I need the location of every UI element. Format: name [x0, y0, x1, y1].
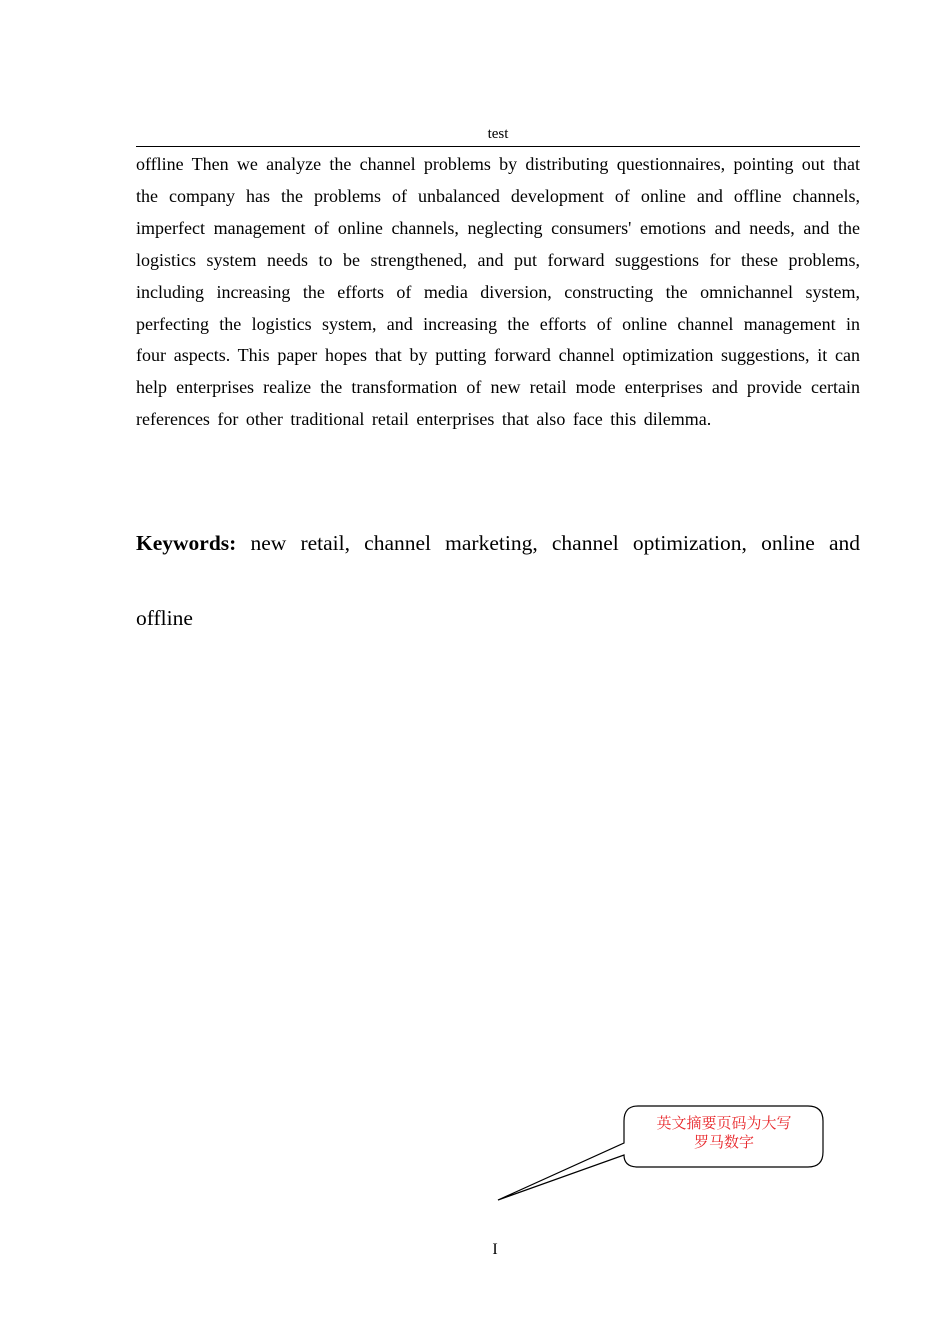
- keywords-label: Keywords:: [136, 531, 237, 555]
- header-text: test: [487, 126, 509, 142]
- keywords-text: new retail, channel marketing, channel optimization, online and offline: [136, 531, 861, 630]
- comment-callout-text: [630, 1114, 818, 1152]
- abstract-body: offline Then we analyze the channel problems by distributing questionnaires, pointing out that the company has the problems of unbalanced development of online and offline channels, imperfect management of online channels, neglecting consumers' emotions and needs, and the logistics system needs to be strengthened, and put forward suggestions for these problems, including increasing the efforts of media diversion, constructing the omnichannel system, perfecting the logistics system, and increasing the efforts of online channel management in four aspects. This paper hopes that by putting forward channel optimization suggestions, it can help enterprises realize the transformation of new retail mode enterprises and provide certain references for other traditional retail enterprises that also face this dilemma.: [136, 154, 860, 430]
- page-header: [136, 124, 860, 147]
- callout-line-1: 英文摘要页码为大写: [656, 1114, 792, 1132]
- callout-line-2: 罗马数字: [693, 1133, 754, 1151]
- page-number: I: [492, 1241, 498, 1258]
- keywords-paragraph: [136, 506, 860, 656]
